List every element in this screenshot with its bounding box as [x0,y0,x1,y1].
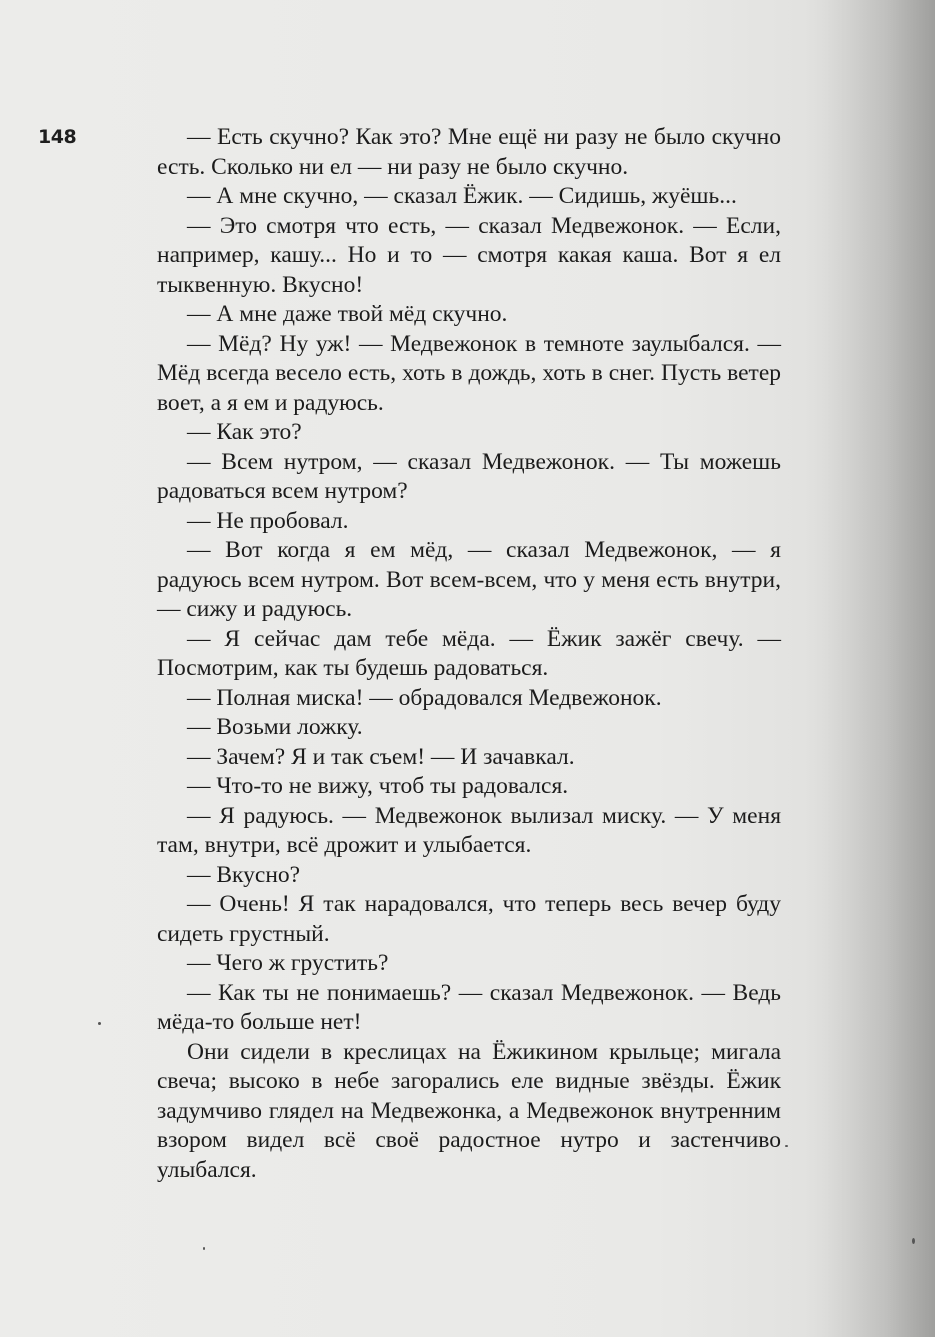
paragraph: — Не пробовал. [187,507,349,534]
story-text [157,123,781,1185]
paragraph: — Чего ж грустить? [187,950,389,976]
paragraph: — Очень! Я так нарадовался, что теперь весь вечер буду сидеть грустный. [157,891,781,947]
paragraph: — Вкусно? [187,861,301,888]
paragraph: — Это смотря что есть, — сказал Медвежонок. — Если, например, кашу... Но и то — смотря какая каша. Вот я ел тыквенную. Вкусно! [157,212,781,298]
paragraph: — Возьми ложку. [187,714,363,740]
paragraph: — Что-то не вижу, чтоб ты радовался. [187,773,569,799]
paragraph: — А мне даже твой мёд скучно. [187,301,508,327]
paragraph: Они сидели в креслицах на Ёжикином крыльце; мигала свеча; высоко в небе загорались еле видные звёзды. Ёжик задумчиво глядел на Медвежонка, а Медвежонок внутренним взором видел всё своё радостное нутро и застенчиво улыбался. [157,1038,781,1183]
paragraph: — Я сейчас дам тебе мёда. — Ёжик зажёг свечу. — Посмотрим, как ты будешь радоваться. [157,625,781,681]
paragraph: — Как это? [187,419,302,445]
paper-speck [785,1145,788,1147]
paper-speck [98,1022,101,1025]
paragraph: — Полная миска! — обрадовался Медвежонок. [187,684,662,711]
paper-speck [203,1247,205,1250]
paragraph: — Зачем? Я и так съем! — И зачавкал. [187,743,575,770]
binding-shadow [825,0,935,1337]
paragraph: — Вот когда я ем мёд, — сказал Медвежонок, — я радуюсь всем нутром. Вот всем-всем, что у меня есть внутри, — сижу и радуюсь. [157,537,781,622]
page-number: 148 [38,126,77,148]
paper-speck [912,1238,915,1244]
paragraph: — А мне скучно, — сказал Ёжик. — Сидишь, жуёшь... [187,183,737,209]
paragraph: — Я радуюсь. — Медвежонок вылизал миску. — У меня там, внутри, всё дрожит и улыбается. [157,802,781,858]
paragraph: — Как ты не понимаешь? — сказал Медвежонок. — Ведь мёда-то больше нет! [157,979,781,1035]
paragraph: — Мёд? Ну уж! — Медвежонок в темноте заулыбался. — Мёд всегда весело есть, хоть в дождь, хоть в снег. Пусть ветер воет, а я ем и радуюсь. [157,330,781,416]
paragraph: — Есть скучно? Как это? Мне ещё ни разу не было скучно есть. Сколько ни ел — ни разу не было скучно. [157,124,781,180]
paragraph: — Всем нутром, — сказал Медвежонок. — Ты можешь радоваться всем нутром? [157,448,781,504]
